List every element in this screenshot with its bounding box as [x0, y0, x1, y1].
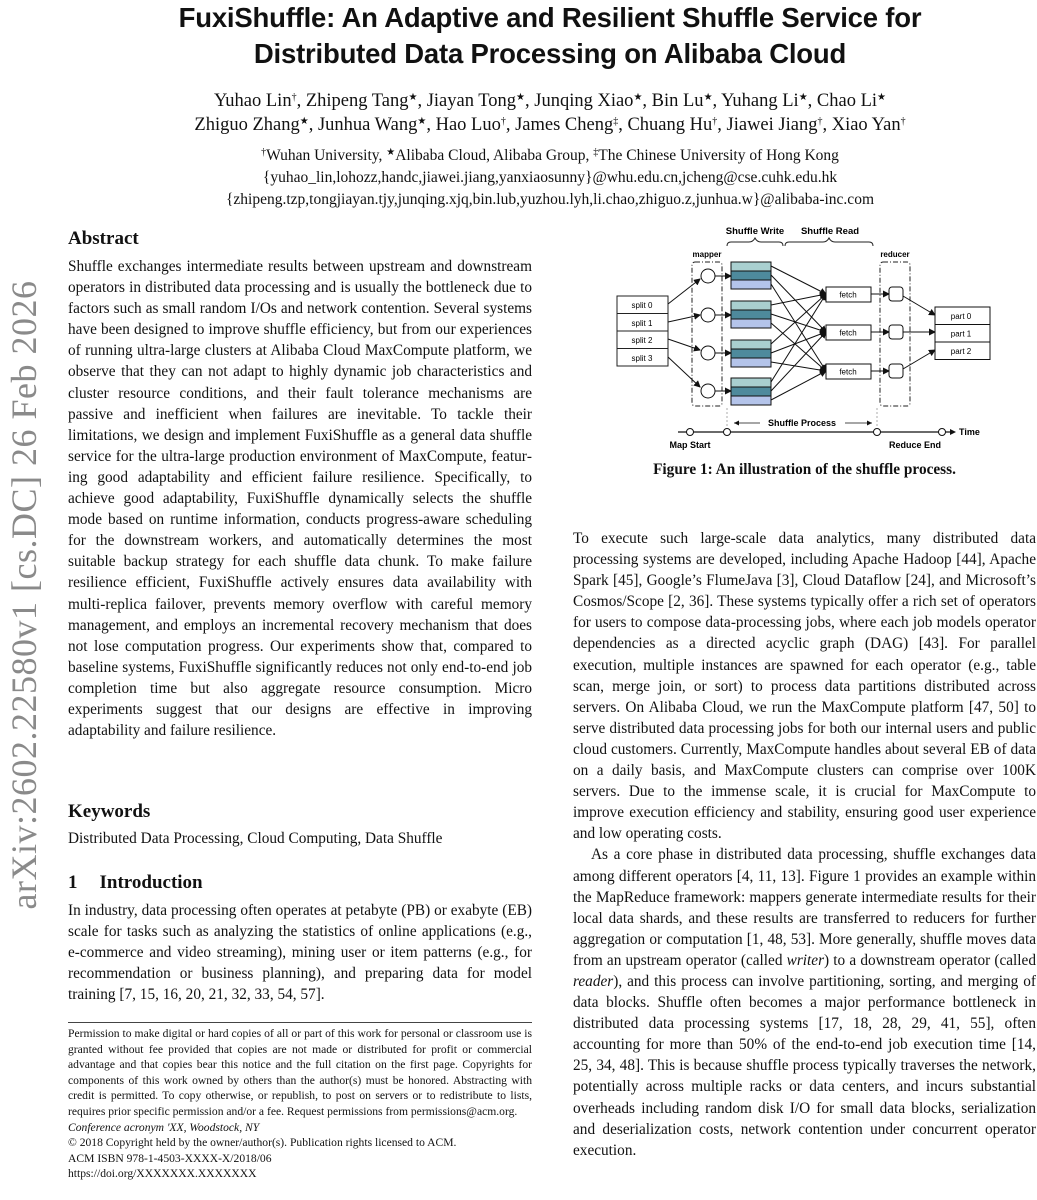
conference-name: Conference acronym 'XX, Woodstock, NY — [68, 1120, 260, 1134]
svg-text:part 0: part 0 — [950, 312, 972, 321]
shuffle-process-label: Shuffle Process — [767, 418, 837, 428]
author-line-2: Zhiguo Zhang★, Junhua Wang★, Hao Luo†, James Cheng‡, Chuang Hu†, Jiawei Jiang†, Xiao Yan† — [194, 115, 906, 135]
affiliation-line: †Wuhan University, ★Alibaba Cloud, Alibaba Group, ‡The Chinese University of Hong Kong — [261, 147, 839, 164]
author: Junqing Xiao — [534, 91, 634, 111]
keywords-section — [68, 800, 532, 849]
mapper-nodes — [701, 269, 715, 398]
svg-text:fetch: fetch — [839, 290, 857, 300]
author-line-1: Yuhao Lin†, Zhipeng Tang★, Jiayan Tong★, Junqing Xiao★, Bin Lu★, Yuhang Li★, Chao Li★ — [213, 91, 887, 111]
footnote-divider — [68, 1022, 532, 1023]
affiliations — [60, 145, 1037, 211]
shuffle-write-label: Shuffle Write — [725, 226, 785, 237]
copyright-line: © 2018 Copyright held by the owner/author(s). Publication rights licensed to ACM. — [68, 1136, 457, 1150]
figure-1-caption: Figure 1: An illustration of the shuffle process. — [653, 461, 956, 478]
shuffle-connections — [771, 266, 826, 400]
author: Bin Lu — [651, 91, 704, 111]
copyright-footnote — [68, 1026, 532, 1182]
reducer-nodes — [889, 287, 903, 378]
abstract-text: Shuffle exchanges intermediate results between upstream and downstream operators in distributed data processing and is usually the bottleneck due to factors such as small random I/Os and network contention. Several systems have been designed to improve shuffle efficiency, but from our experiences of running ultra-large clusters at Alibaba Cloud MaxCompute platform, we observe that they can not adapt to highly dynamic job characteristics and cluster resource conditions, and their fault tolerance mechanisms are passive and inefficient when failures are inevitable. To tackle their limitations, we design and implement FuxiShuffle as a general data shuffle service for the ultra-large production environment of MaxCompute, featuring good adaptability and efficient failure resilience. Specifically, to achieve good adaptability, FuxiShuffle dynamically selects the shuffle mode based on runtime information, conducts progress-aware scheduling for the downstream workers, and automatically determines the most suitable backup strategy for each shuffle data chunk. To make failure resilience efficient, FuxiShuffle actively ensures data availability with multi-replica failover, prevents memory overflow with careful memory management, and employs an incremental recovery mechanism that does not lose computation progress. Our experiments show that, compared to baseline systems, FuxiShuffle significantly reduces not only end-to-end job completion time but also aggregate resource consumption. Micro experiments suggest that our designs are effective in improving adaptability and failure resilience. — [68, 258, 532, 740]
author: Xiao Yan — [831, 115, 901, 135]
svg-text:split 2: split 2 — [631, 336, 653, 345]
shuffle-read-brace — [785, 238, 873, 246]
svg-text:part 2: part 2 — [950, 347, 972, 356]
title-line-1: FuxiShuffle: An Adaptive and Resilient Shuffle Service for — [178, 2, 922, 33]
shuffle-write-brace — [727, 238, 783, 246]
svg-text:split 0: split 0 — [631, 301, 653, 310]
author: James Cheng — [515, 115, 614, 135]
svg-text:fetch: fetch — [839, 367, 857, 377]
keywords-text: Distributed Data Processing, Cloud Computing, Data Shuffle — [68, 830, 443, 847]
email-line-1: {yuhao_lin,lohozz,handc,jiawei.jiang,yanxiaosunny}@whu.edu.cn,jcheng@cse.cuhk.edu.hk — [262, 169, 838, 186]
email-line-2: {zhipeng.tzp,tongjiayan.tjy,junqing.xjq,bin.lub,yuzhou.lyh,li.chao,zhiguo.z,junhua.w}@alibaba-inc.com — [225, 191, 874, 208]
shuffle-write-blocks — [731, 262, 771, 405]
mapper-label: mapper — [692, 250, 722, 259]
fetch-boxes — [826, 287, 871, 379]
author: Yuhang Li — [721, 91, 799, 111]
abstract-heading: Abstract — [68, 228, 139, 249]
shuffle-read-label: Shuffle Read — [800, 226, 860, 237]
svg-text:fetch: fetch — [839, 328, 857, 338]
svg-text:split 3: split 3 — [631, 354, 653, 363]
figure-1-shuffle-diagram — [605, 222, 1000, 457]
author: Zhipeng Tang — [305, 91, 409, 111]
intro-paragraph-1: In industry, data processing often operates at petabyte (PB) or exabyte (EB) scale for tasks such as analyzing the statistics of online applications (e.g., e-commerce and video streaming), mining user or item patterns (e.g., for recommendation or business planning), and preparing data for model training [7, 15, 16, 20, 21, 32, 33, 54, 57]. — [68, 902, 532, 1004]
time-label: Time — [959, 427, 980, 437]
introduction-continued — [573, 528, 1036, 1161]
author: Jiayan Tong — [426, 91, 517, 111]
author: Yuhao Lin — [213, 91, 292, 111]
output-partitions — [935, 307, 990, 360]
author: Hao Luo — [435, 115, 501, 135]
intro-paragraph-2: To execute such large-scale data analytics, many distributed data processing systems are developed, including Apache Hadoop [44], Apache Spark [45], Google’s FlumeJava [3], Cloud Dataflow [24], and Microsoft’s Cosmos/Scope [2, 36]. These systems typically offer a rich set of operators for users to compose data-processing jobs, where each job models operator dependencies as a directed acyclic graph (DAG) [43]. For parallel execution, multiple instances are spawned for each operator (e.g., table scan, merge join, or sort) to process data partitions distributed across servers. On Alibaba Cloud, we run the MaxCompute platform [47, 50] to serve distributed data processing jobs for both our internal users and public cloud customers. Currently, MaxCompute handles about several EB of data on a daily basis, and MaxCompute clusters can comprise over 100K servers. Due to the immense scale, it is crucial for MaxCompute to improve execution efficiency and stability, ensuring good user experience and low operating costs. — [573, 530, 1036, 843]
introduction-section — [68, 871, 532, 1005]
keywords-heading: Keywords — [68, 801, 151, 822]
map-start-label: Map Start — [669, 440, 711, 450]
paper-title — [60, 0, 1037, 72]
author-list — [60, 89, 1037, 137]
author: Zhiguo Zhang — [194, 115, 300, 135]
intro-paragraph-3: As a core phase in distributed data processing, shuffle exchanges data among different operators [4, 11, 13]. Figure 1 provides an example within the MapReduce framework: mappers generate intermediate results for their local data shards, and these results are transferred to reducers for further aggregation or computation [1, 48, 53]. More generally, shuffle moves data from an upstream operator (called writer) to a downstream operator (called reader), and this process can involve partitioning, sorting, and merging of data blocks. Shuffle often becomes a major performance bottleneck in distributed data processing systems [17, 18, 28, 29, 41, 55], often accounting for more than 50% of the end-to-end job execution time [14, 25, 34, 48]. This is because shuffle process typically traverses the network, potentially across multiple racks or data centers, and incurs substantial overheads including random disk I/O for small data blocks, serialization and deserialization costs, network contention under concurrent operator execution. — [573, 846, 1036, 1159]
author: Junhua Wang — [317, 115, 418, 135]
doi-link[interactable]: https://doi.org/XXXXXXX.XXXXXXX — [68, 1167, 257, 1181]
author: Jiawei Jiang — [726, 115, 818, 135]
input-splits — [617, 296, 668, 366]
isbn-line: ACM ISBN 978-1-4503-XXXX-X/2018/06 — [68, 1151, 272, 1165]
svg-text:part 1: part 1 — [950, 329, 972, 339]
title-line-2: Distributed Data Processing on Alibaba Cloud — [253, 38, 847, 69]
author: Chuang Hu — [627, 115, 713, 135]
author: Chao Li — [816, 91, 878, 111]
svg-text:split 1: split 1 — [631, 319, 653, 328]
timeline — [669, 408, 979, 450]
reducer-label: reducer — [880, 250, 910, 259]
arxiv-identifier-stamp: arXiv:2602.22580v1 [cs.DC] 26 Feb 2026 — [4, 280, 44, 910]
permission-notice: Permission to make digital or hard copies of all or part of this work for personal or classroom use is granted without fee provided that copies are not made or distributed for profit or commercial advantage and that copies bear this notice and the full citation on the first page. Copyrights for components of this work owned by others than the author(s) must be honored. Abstracting with credit is permitted. To copy otherwise, or republish, to post on servers or to redistribute to lists, requires prior specific permission and/or a fee. Request permissions from permissions@acm.org. — [68, 1027, 532, 1118]
introduction-heading: 1 Introduction — [68, 872, 203, 893]
reduce-end-label: Reduce End — [888, 440, 942, 450]
abstract-section — [68, 227, 532, 741]
